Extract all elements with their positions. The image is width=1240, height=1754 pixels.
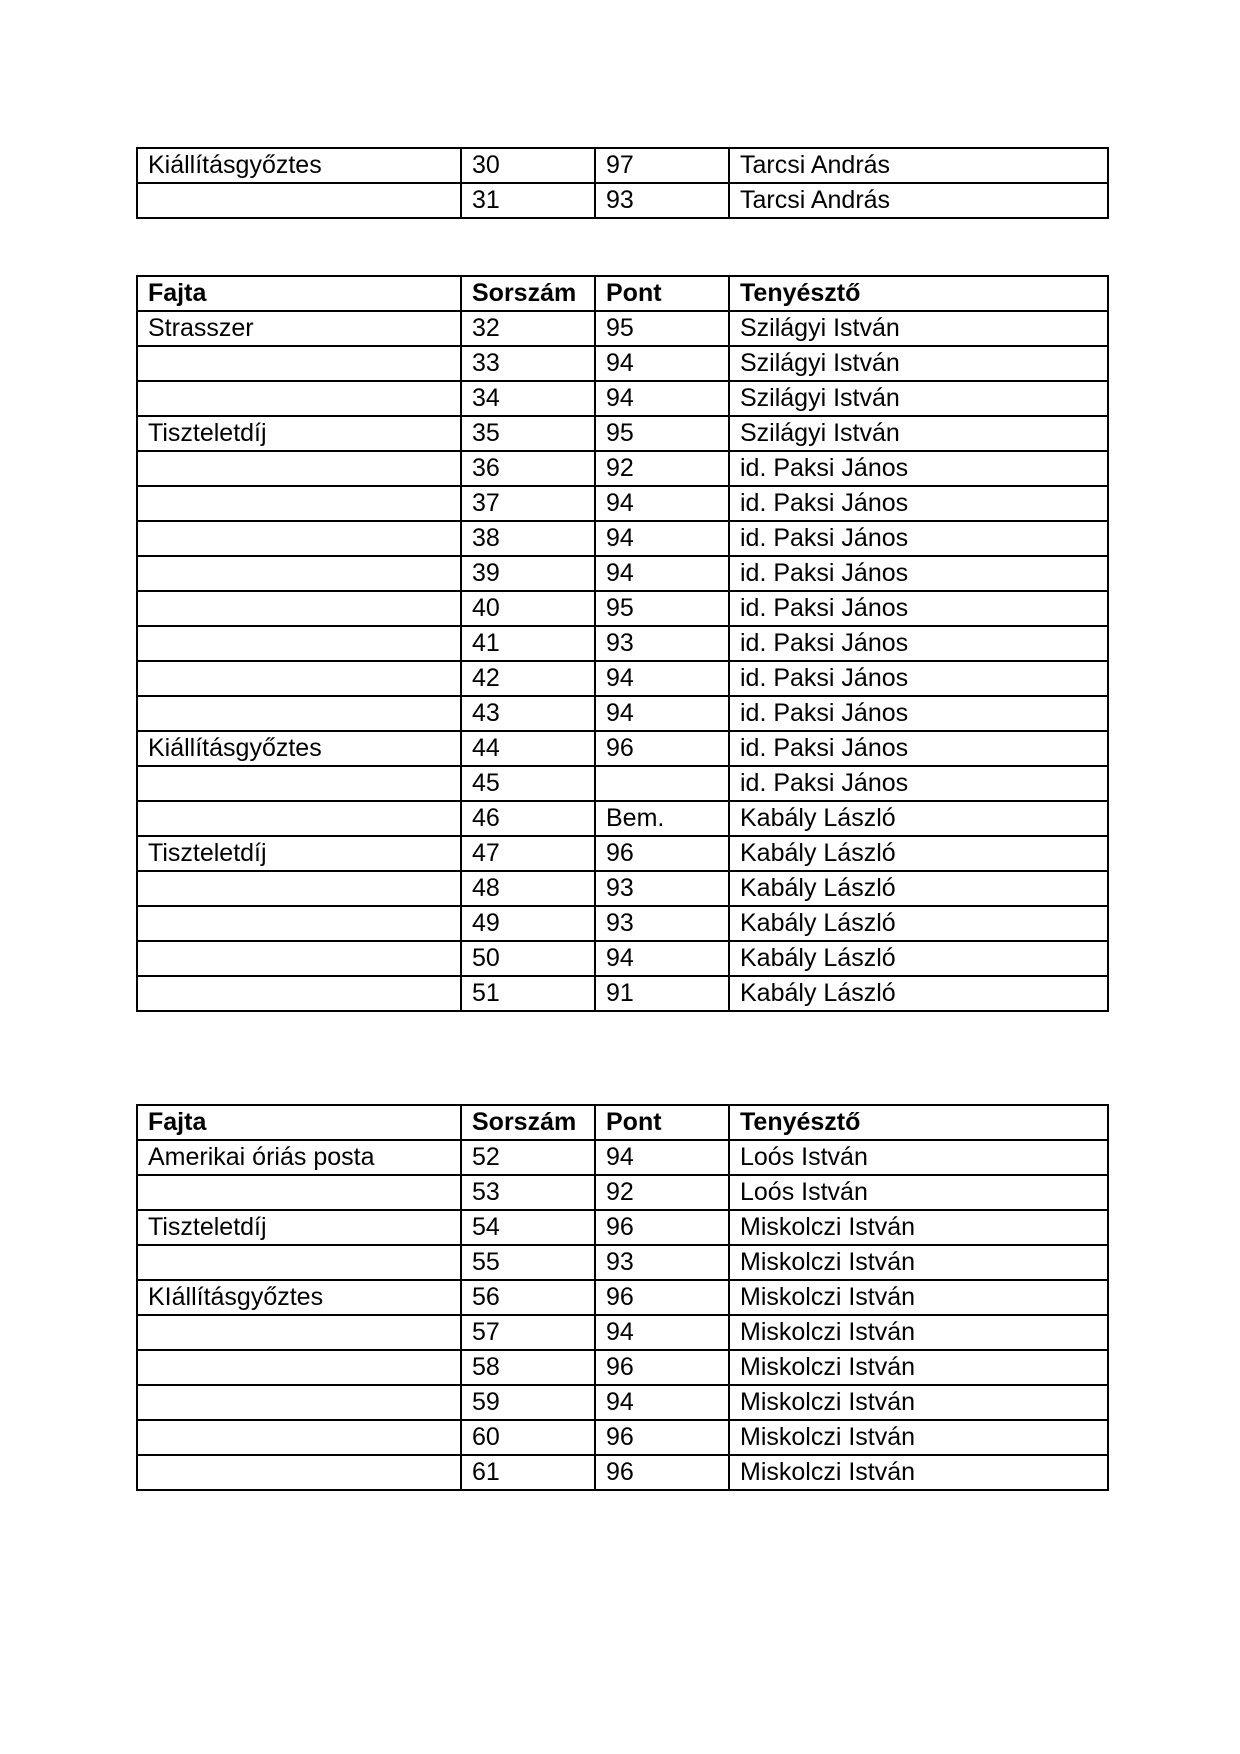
fajta-cell	[137, 1455, 461, 1490]
fajta-cell	[137, 591, 461, 626]
tenyeszto-cell: Miskolczi István	[729, 1385, 1108, 1420]
pont-cell: 94	[595, 381, 729, 416]
table-row	[137, 1210, 1108, 1245]
results-table-1	[136, 147, 1109, 219]
column-header-sorszam: Sorszám	[461, 1105, 595, 1140]
fajta-cell: Kiállításgyőztes	[137, 148, 461, 183]
fajta-cell	[137, 486, 461, 521]
fajta-cell	[137, 766, 461, 801]
tenyeszto-cell: Kabály László	[729, 976, 1108, 1011]
sorszam-cell: 31	[461, 183, 595, 218]
sorszam-cell: 52	[461, 1140, 595, 1175]
tenyeszto-cell: Miskolczi István	[729, 1350, 1108, 1385]
pont-cell: 95	[595, 416, 729, 451]
sorszam-cell: 61	[461, 1455, 595, 1490]
table-row	[137, 1350, 1108, 1385]
tenyeszto-cell: id. Paksi János	[729, 626, 1108, 661]
tenyeszto-cell: Miskolczi István	[729, 1280, 1108, 1315]
fajta-cell	[137, 1175, 461, 1210]
sorszam-cell: 41	[461, 626, 595, 661]
sorszam-cell: 59	[461, 1385, 595, 1420]
sorszam-cell: 32	[461, 311, 595, 346]
sorszam-cell: 58	[461, 1350, 595, 1385]
tenyeszto-cell: Szilágyi István	[729, 311, 1108, 346]
table-row	[137, 661, 1108, 696]
tenyeszto-cell: Tarcsi András	[729, 183, 1108, 218]
tenyeszto-cell: id. Paksi János	[729, 521, 1108, 556]
table-row	[137, 1385, 1108, 1420]
fajta-cell: KIállításgyőztes	[137, 1280, 461, 1315]
tenyeszto-cell: Kabály László	[729, 836, 1108, 871]
table-row	[137, 766, 1108, 801]
pont-cell: 93	[595, 871, 729, 906]
sorszam-cell: 38	[461, 521, 595, 556]
tenyeszto-cell: Miskolczi István	[729, 1245, 1108, 1280]
pont-cell	[595, 766, 729, 801]
tenyeszto-cell: id. Paksi János	[729, 486, 1108, 521]
pont-cell: 93	[595, 1245, 729, 1280]
pont-cell: 96	[595, 1210, 729, 1245]
sorszam-cell: 44	[461, 731, 595, 766]
table-row	[137, 1140, 1108, 1175]
pont-cell: 95	[595, 311, 729, 346]
table-row	[137, 731, 1108, 766]
fajta-cell: Tiszteletdíj	[137, 836, 461, 871]
column-header-fajta: Fajta	[137, 276, 461, 311]
fajta-cell	[137, 626, 461, 661]
sorszam-cell: 33	[461, 346, 595, 381]
column-header-tenyeszto: Tenyésztő	[729, 1105, 1108, 1140]
pont-cell: 97	[595, 148, 729, 183]
sorszam-cell: 55	[461, 1245, 595, 1280]
table-row	[137, 591, 1108, 626]
pont-cell: 95	[595, 591, 729, 626]
table-row	[137, 1175, 1108, 1210]
pont-cell: 94	[595, 661, 729, 696]
tenyeszto-cell: id. Paksi János	[729, 731, 1108, 766]
fajta-cell: Strasszer	[137, 311, 461, 346]
pont-cell: 96	[595, 1350, 729, 1385]
tenyeszto-cell: Szilágyi István	[729, 346, 1108, 381]
tenyeszto-cell: Szilágyi István	[729, 416, 1108, 451]
sorszam-cell: 57	[461, 1315, 595, 1350]
tenyeszto-cell: Loós István	[729, 1140, 1108, 1175]
fajta-cell: Tiszteletdíj	[137, 416, 461, 451]
table-row	[137, 416, 1108, 451]
tenyeszto-cell: Miskolczi István	[729, 1315, 1108, 1350]
tenyeszto-cell: Miskolczi István	[729, 1420, 1108, 1455]
pont-cell: 93	[595, 183, 729, 218]
sorszam-cell: 35	[461, 416, 595, 451]
table-row	[137, 556, 1108, 591]
pont-cell: 92	[595, 1175, 729, 1210]
pont-cell: 93	[595, 906, 729, 941]
pont-cell: 92	[595, 451, 729, 486]
column-header-fajta: Fajta	[137, 1105, 461, 1140]
pont-cell: 96	[595, 731, 729, 766]
results-table-2	[136, 275, 1109, 1012]
sorszam-cell: 36	[461, 451, 595, 486]
table-row	[137, 1280, 1108, 1315]
sorszam-cell: 54	[461, 1210, 595, 1245]
tenyeszto-cell: id. Paksi János	[729, 591, 1108, 626]
table-row	[137, 1420, 1108, 1455]
fajta-cell	[137, 871, 461, 906]
table-row	[137, 381, 1108, 416]
table-row	[137, 871, 1108, 906]
tenyeszto-cell: Kabály László	[729, 941, 1108, 976]
column-header-pont: Pont	[595, 1105, 729, 1140]
tenyeszto-cell: Loós István	[729, 1175, 1108, 1210]
sorszam-cell: 43	[461, 696, 595, 731]
table-row	[137, 696, 1108, 731]
pont-cell: 96	[595, 1280, 729, 1315]
header-row	[137, 1105, 1108, 1140]
tenyeszto-cell: Miskolczi István	[729, 1210, 1108, 1245]
sorszam-cell: 40	[461, 591, 595, 626]
tenyeszto-cell: id. Paksi János	[729, 451, 1108, 486]
table-body	[137, 276, 1108, 1011]
sorszam-cell: 53	[461, 1175, 595, 1210]
fajta-cell	[137, 1420, 461, 1455]
fajta-cell	[137, 941, 461, 976]
table-row	[137, 941, 1108, 976]
tenyeszto-cell: Tarcsi András	[729, 148, 1108, 183]
sorszam-cell: 51	[461, 976, 595, 1011]
tenyeszto-cell: Szilágyi István	[729, 381, 1108, 416]
results-table-3	[136, 1104, 1109, 1491]
sorszam-cell: 37	[461, 486, 595, 521]
table-row	[137, 836, 1108, 871]
pont-cell: 94	[595, 556, 729, 591]
table-row	[137, 521, 1108, 556]
pont-cell: 94	[595, 521, 729, 556]
tenyeszto-cell: id. Paksi János	[729, 766, 1108, 801]
fajta-cell	[137, 906, 461, 941]
sorszam-cell: 47	[461, 836, 595, 871]
table-row	[137, 346, 1108, 381]
fajta-cell	[137, 801, 461, 836]
pont-cell: 96	[595, 1455, 729, 1490]
pont-cell: 94	[595, 486, 729, 521]
table-row	[137, 1245, 1108, 1280]
pont-cell: 96	[595, 1420, 729, 1455]
fajta-cell: Tiszteletdíj	[137, 1210, 461, 1245]
tenyeszto-cell: Kabály László	[729, 906, 1108, 941]
fajta-cell	[137, 1245, 461, 1280]
table-row	[137, 311, 1108, 346]
fajta-cell	[137, 1385, 461, 1420]
sorszam-cell: 45	[461, 766, 595, 801]
tenyeszto-cell: Kabály László	[729, 871, 1108, 906]
table-body	[137, 1105, 1108, 1490]
fajta-cell	[137, 1315, 461, 1350]
pont-cell: 94	[595, 941, 729, 976]
pont-cell: 93	[595, 626, 729, 661]
tenyeszto-cell: id. Paksi János	[729, 696, 1108, 731]
fajta-cell	[137, 346, 461, 381]
tenyeszto-cell: Kabály László	[729, 801, 1108, 836]
pont-cell: Bem.	[595, 801, 729, 836]
pont-cell: 94	[595, 1140, 729, 1175]
pont-cell: 94	[595, 696, 729, 731]
pont-cell: 94	[595, 1315, 729, 1350]
column-header-sorszam: Sorszám	[461, 276, 595, 311]
tenyeszto-cell: id. Paksi János	[729, 556, 1108, 591]
column-header-pont: Pont	[595, 276, 729, 311]
pont-cell: 94	[595, 1385, 729, 1420]
sorszam-cell: 39	[461, 556, 595, 591]
table-row	[137, 906, 1108, 941]
tenyeszto-cell: Miskolczi István	[729, 1455, 1108, 1490]
sorszam-cell: 56	[461, 1280, 595, 1315]
sorszam-cell: 48	[461, 871, 595, 906]
fajta-cell	[137, 381, 461, 416]
fajta-cell	[137, 521, 461, 556]
fajta-cell	[137, 661, 461, 696]
pont-cell: 94	[595, 346, 729, 381]
pont-cell: 96	[595, 836, 729, 871]
fajta-cell: Amerikai óriás posta	[137, 1140, 461, 1175]
fajta-cell	[137, 1350, 461, 1385]
fajta-cell	[137, 183, 461, 218]
sorszam-cell: 34	[461, 381, 595, 416]
sorszam-cell: 30	[461, 148, 595, 183]
table-row	[137, 626, 1108, 661]
tenyeszto-cell: id. Paksi János	[729, 661, 1108, 696]
header-row	[137, 276, 1108, 311]
fajta-cell	[137, 451, 461, 486]
table-row	[137, 486, 1108, 521]
pont-cell: 91	[595, 976, 729, 1011]
table-row	[137, 1315, 1108, 1350]
table-row	[137, 801, 1108, 836]
sorszam-cell: 49	[461, 906, 595, 941]
table-row	[137, 148, 1108, 183]
column-header-tenyeszto: Tenyésztő	[729, 276, 1108, 311]
table-row	[137, 1455, 1108, 1490]
fajta-cell	[137, 976, 461, 1011]
sorszam-cell: 42	[461, 661, 595, 696]
sorszam-cell: 46	[461, 801, 595, 836]
fajta-cell	[137, 556, 461, 591]
sorszam-cell: 60	[461, 1420, 595, 1455]
table-row	[137, 976, 1108, 1011]
fajta-cell: Kiállításgyőztes	[137, 731, 461, 766]
table-body	[137, 148, 1108, 218]
fajta-cell	[137, 696, 461, 731]
sorszam-cell: 50	[461, 941, 595, 976]
table-row	[137, 451, 1108, 486]
table-row	[137, 183, 1108, 218]
